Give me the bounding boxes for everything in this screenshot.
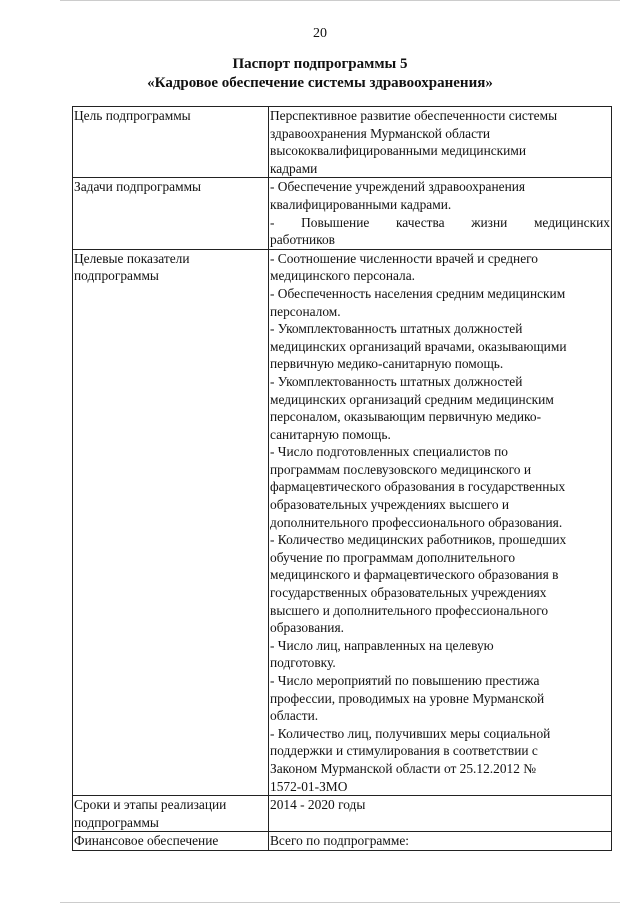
value-line: - Укомплектованность штатных должностей: [270, 373, 523, 389]
value-line: образования.: [270, 620, 344, 636]
value-line: медицинского и фармацевтического образования в: [270, 567, 559, 583]
value-line: Законом Мурманской области от 25.12.2012 №: [270, 760, 537, 776]
value-line: - Число лиц, направленных на целевую: [270, 637, 494, 653]
value-line: 2014 - 2020 годы: [270, 797, 366, 813]
table-row: [73, 249, 612, 795]
row-label: Сроки и этапы реализации подпрограммы: [73, 796, 269, 832]
value-line: образовательных учреждениях высшего и: [270, 497, 510, 513]
row-value: [269, 249, 612, 795]
table-row: [73, 796, 612, 832]
value-line: подготовку.: [270, 655, 336, 671]
value-line: - Число подготовленных специалистов по: [270, 444, 508, 460]
value-line: профессии, проводимых на уровне Мурманской: [270, 690, 545, 706]
value-line: - Соотношение численности врачей и среднего: [270, 250, 538, 266]
value-line: - Количество медицинских работников, прошедших: [270, 532, 567, 548]
row-value: [269, 107, 612, 178]
passport-table: [72, 106, 612, 851]
value-line: дополнительного профессионального образования.: [270, 514, 563, 530]
row-value: [269, 796, 612, 832]
title-line-1: Паспорт подпрограммы 5: [232, 56, 408, 72]
value-line: высшего и дополнительного профессионального: [270, 602, 549, 618]
value-line: высококвалифицированными медицинскими: [270, 143, 526, 159]
value-line: медицинских организаций врачами, оказывающими: [270, 338, 567, 354]
row-label: Финансовое обеспечение: [73, 832, 269, 851]
value-line: государственных образовательных учреждениях: [270, 585, 547, 601]
value-line: медицинского персонала.: [270, 268, 416, 284]
row-value: [269, 178, 612, 249]
scan-top-edge: [60, 0, 620, 3]
value-line: - Количество лиц, получивших меры социальной: [270, 725, 551, 741]
row-value: [269, 832, 612, 851]
value-line: области.: [270, 708, 319, 724]
value-line: - Обеспеченность населения средним медицинским: [270, 285, 566, 301]
value-line: санитарную помощь.: [270, 426, 391, 442]
value-line: персоналом.: [270, 303, 341, 319]
value-line: 1572-01-ЗМО: [270, 778, 348, 794]
row-label: Целевые показатели подпрограммы: [73, 249, 269, 795]
page-number: 20: [313, 26, 327, 41]
value-line: кадрами: [270, 160, 318, 176]
value-line: первичную медико-санитарную помощь.: [270, 356, 504, 372]
value-line: квалифицированными кадрами.: [270, 196, 452, 212]
value-line: Перспективное развитие обеспеченности системы: [270, 108, 558, 123]
title-line-2: «Кадровое обеспечение системы здравоохранения»: [147, 75, 493, 91]
value-line: Всего по подпрограмме:: [270, 833, 409, 849]
value-line: здравоохранения Мурманской области: [270, 125, 491, 141]
value-line: медицинских организаций средним медицинским: [270, 391, 554, 407]
table-row: [73, 832, 612, 851]
value-line: - Число мероприятий по повышению престижа: [270, 673, 540, 688]
value-line: работников: [270, 232, 335, 248]
table-row: [73, 178, 612, 249]
table-row: [73, 107, 612, 178]
value-line: персоналом, оказывающим первичную медико-: [270, 409, 542, 425]
value-line: обучение по программам дополнительного: [270, 549, 516, 565]
row-label: Задачи подпрограммы: [73, 178, 269, 249]
scan-bottom-edge: [60, 902, 620, 903]
value-line: программам послевузовского медицинского и: [270, 461, 531, 477]
document-title: [0, 55, 640, 93]
value-line: фармацевтического образования в государственных: [270, 479, 566, 495]
row-label: Цель подпрограммы: [73, 107, 269, 178]
value-line: поддержки и стимулирования в соответствии с: [270, 743, 538, 759]
value-line: - Укомплектованность штатных должностей: [270, 321, 523, 337]
value-line: - Обеспечение учреждений здравоохранения: [270, 179, 526, 195]
value-line: - Повышение качества жизни медицинских: [270, 214, 610, 230]
